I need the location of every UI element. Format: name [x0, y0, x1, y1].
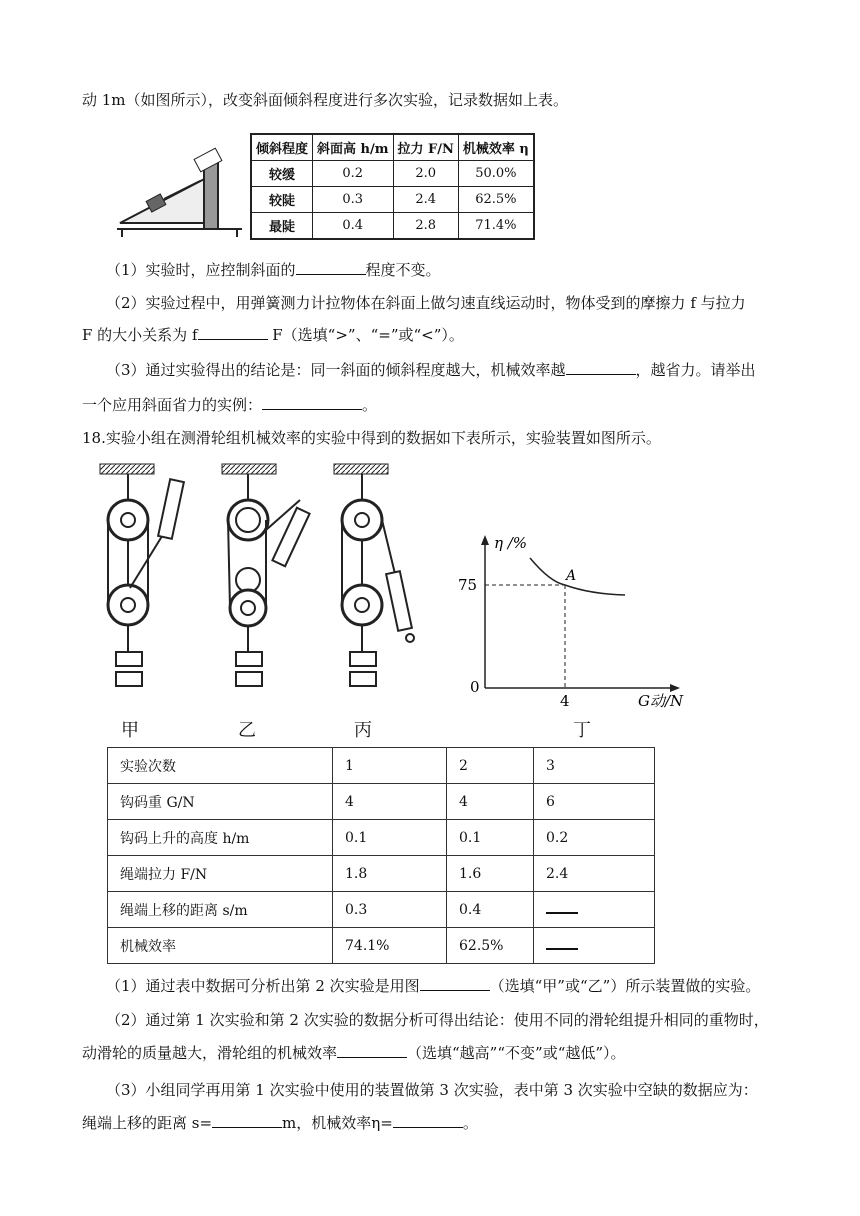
q17-part2: （2）实验过程中，用弹簧测力计拉物体在斜面上做匀速直线运动时，物体受到的摩擦力 f 与拉力: [106, 294, 746, 312]
answer-blank[interactable]: [566, 360, 636, 375]
graph-point-label: A: [566, 568, 577, 584]
answer-blank[interactable]: [546, 938, 578, 950]
table-cell: 2.0: [393, 161, 458, 187]
table-cell: 2.4: [393, 187, 458, 213]
pulley-yi-figure: [222, 464, 310, 686]
table-cell: 较陡: [251, 187, 313, 213]
q18-part1: [106, 976, 760, 996]
table-cell: 2.4: [534, 856, 655, 892]
answer-blank[interactable]: [420, 976, 490, 991]
figure-label-jia: 甲: [121, 720, 139, 741]
incline-data-table: [250, 133, 535, 240]
graph-y-label: η /%: [494, 534, 528, 552]
table-cell: 50.0%: [458, 161, 533, 187]
graph-y-tick: 75: [458, 576, 478, 594]
figure-label-bing: 丙: [354, 720, 372, 741]
answer-blank[interactable]: [198, 325, 268, 340]
text: （选填“甲”或“乙”）所示装置做的实验。: [489, 977, 761, 995]
table-cell: 实验次数: [108, 748, 333, 784]
table-cell: 74.1%: [333, 928, 447, 964]
answer-blank[interactable]: [212, 1113, 282, 1128]
text: F 的大小关系为 f: [82, 326, 198, 344]
figure-label-yi: 乙: [238, 720, 256, 741]
table-row: [108, 856, 655, 892]
table-cell: 71.4%: [458, 213, 533, 240]
table-header: 拉力 F/N: [393, 134, 458, 161]
table-cell: 较缓: [251, 161, 313, 187]
table-cell: 4: [447, 784, 534, 820]
answer-blank[interactable]: [296, 260, 366, 275]
table-row: [251, 187, 534, 213]
table-cell-blank[interactable]: [534, 928, 655, 964]
table-header: 斜面高 h/m: [313, 134, 393, 161]
table-cell: 0.2: [313, 161, 393, 187]
text: 。: [362, 396, 378, 414]
incline-figure: [112, 123, 247, 241]
q18-part3-cont: [82, 1113, 478, 1133]
table-cell: 3: [534, 748, 655, 784]
efficiency-graph: [450, 530, 695, 715]
text: m，机械效率η=: [282, 1114, 393, 1132]
table-header: 机械效率 η: [458, 134, 533, 161]
table-cell: 0.4: [447, 892, 534, 928]
q17-part3: [106, 360, 756, 380]
text: （1）实验时，应控制斜面的: [106, 261, 296, 279]
table-cell: 4: [333, 784, 447, 820]
table-row: [251, 213, 534, 240]
table-cell: 1.6: [447, 856, 534, 892]
table-row: [108, 820, 655, 856]
text: 绳端上移的距离 s=: [82, 1114, 213, 1132]
text: （3）通过实验得出的结论是：同一斜面的倾斜程度越大，机械效率越: [106, 361, 566, 379]
table-cell: 最陡: [251, 213, 313, 240]
table-cell: 2.8: [393, 213, 458, 240]
pulley-figures: [90, 460, 420, 690]
q17-part1: [106, 260, 441, 280]
table-cell: 62.5%: [447, 928, 534, 964]
table-cell: 0.4: [313, 213, 393, 240]
table-cell: 0.3: [333, 892, 447, 928]
table-row: [108, 892, 655, 928]
table-cell: 2: [447, 748, 534, 784]
table-cell: 钩码重 G/N: [108, 784, 333, 820]
graph-origin: 0: [470, 678, 480, 696]
table-cell: 62.5%: [458, 187, 533, 213]
answer-blank[interactable]: [393, 1113, 463, 1128]
text: 。: [462, 1114, 478, 1132]
answer-blank[interactable]: [262, 395, 362, 410]
table-cell: 绳端上移的距离 s/m: [108, 892, 333, 928]
text: （1）通过表中数据可分析出第 2 次实验是用图: [106, 977, 420, 995]
table-cell: 0.2: [534, 820, 655, 856]
pulley-bing-figure: [334, 464, 414, 686]
table-cell: 机械效率: [108, 928, 333, 964]
text: 动滑轮的质量越大，滑轮组的机械效率: [82, 1044, 338, 1062]
text: 程度不变。: [365, 261, 441, 279]
table-header: 倾斜程度: [251, 134, 313, 161]
table-row: [108, 928, 655, 964]
table-cell: 钩码上升的高度 h/m: [108, 820, 333, 856]
table-cell: 6: [534, 784, 655, 820]
q18-part3: （3）小组同学再用第 1 次实验中使用的装置做第 3 次实验，表中第 3 次实验中空缺的数据应为：: [106, 1081, 758, 1099]
text: （选填“越高”“不变”或“越低”）。: [407, 1044, 626, 1062]
table-cell: 1: [333, 748, 447, 784]
text: ，越省力。请举出: [635, 361, 756, 379]
q18-part2-cont: [82, 1043, 626, 1063]
table-cell: 绳端拉力 F/N: [108, 856, 333, 892]
table-cell: 0.1: [447, 820, 534, 856]
table-cell-blank[interactable]: [534, 892, 655, 928]
pulley-data-table: [107, 747, 655, 964]
text: F（选填“>”、“=”或“<”）。: [267, 326, 464, 344]
q17-part3-cont: [82, 395, 377, 415]
graph-x-label: G动/N: [638, 692, 684, 710]
q18-part2: （2）通过第 1 次实验和第 2 次实验的数据分析可得出结论：使用不同的滑轮组提升相同的重物时，: [106, 1011, 769, 1029]
text: 一个应用斜面省力的实例：: [82, 396, 263, 414]
table-cell: 0.1: [333, 820, 447, 856]
answer-blank[interactable]: [546, 902, 578, 914]
graph-x-tick: 4: [560, 692, 570, 710]
intro-text: 动 1m（如图所示），改变斜面倾斜程度进行多次实验，记录数据如上表。: [82, 91, 569, 109]
table-cell: 0.3: [313, 187, 393, 213]
q17-part2-cont: [82, 325, 464, 345]
table-row: [108, 748, 655, 784]
answer-blank[interactable]: [337, 1043, 407, 1058]
table-cell: 1.8: [333, 856, 447, 892]
table-row: [251, 161, 534, 187]
pulley-jia-figure: [100, 464, 184, 686]
table-row: [108, 784, 655, 820]
figure-label-ding: 丁: [573, 720, 591, 741]
q18-title: 18.实验小组在测滑轮组机械效率的实验中得到的数据如下表所示，实验装置如图所示。: [82, 429, 661, 447]
